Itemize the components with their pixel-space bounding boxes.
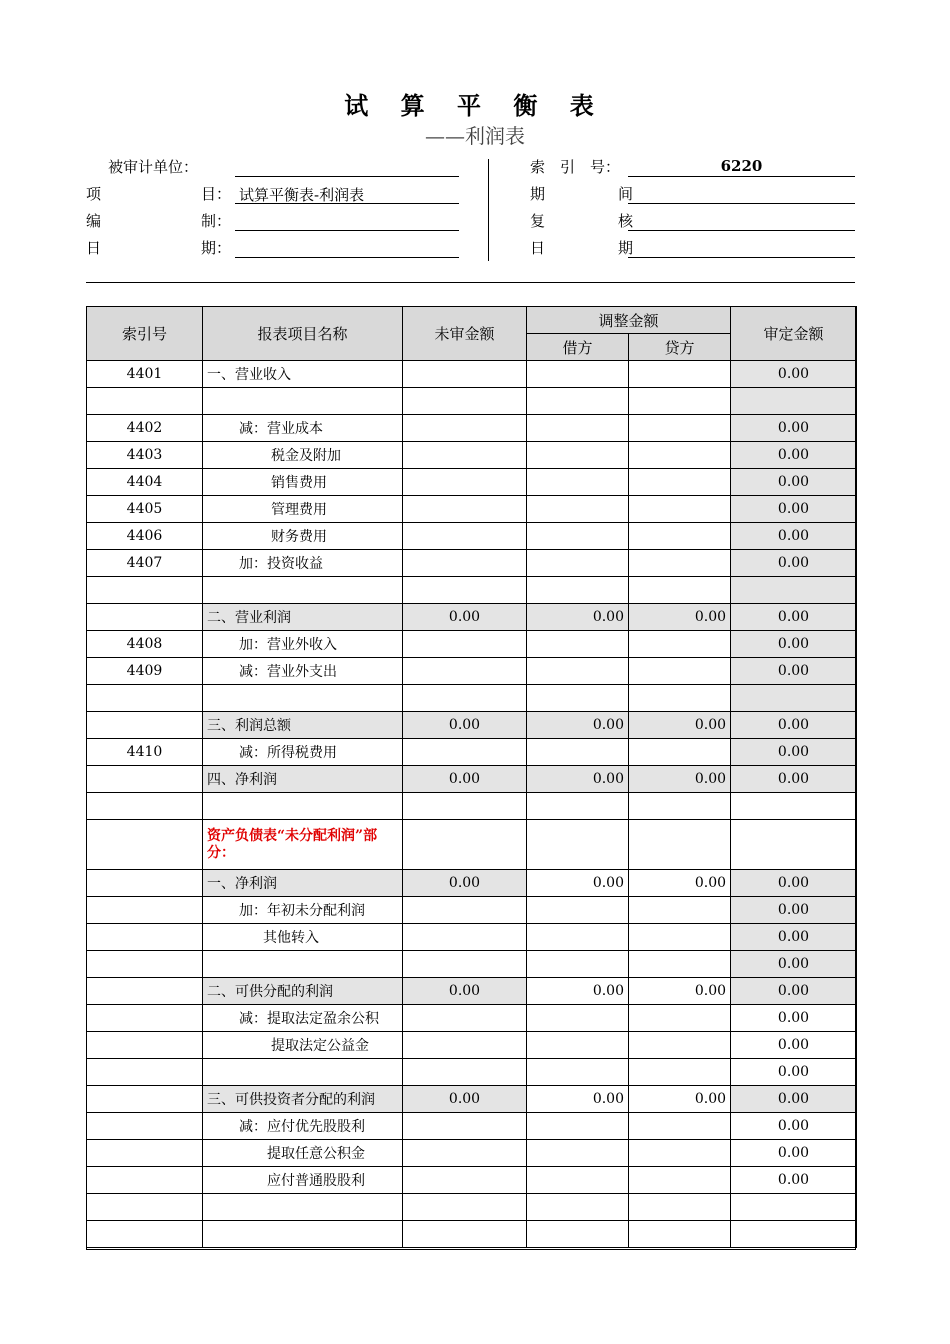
cell-audited[interactable]: [731, 820, 857, 870]
review-label-a: 复: [530, 212, 546, 230]
cell-unaudited[interactable]: [403, 897, 527, 924]
cell-unaudited[interactable]: [403, 361, 527, 388]
cell-item-name[interactable]: 二、营业利润: [203, 604, 403, 631]
table-row: [87, 658, 857, 685]
cell-item-name[interactable]: 其他转入: [203, 924, 403, 951]
cell-index[interactable]: [87, 978, 203, 1005]
cell-index[interactable]: [87, 897, 203, 924]
cell-audited[interactable]: [731, 1221, 857, 1248]
table-row: [87, 388, 857, 415]
cell-debit[interactable]: [527, 924, 629, 951]
cell-audited[interactable]: [731, 793, 857, 820]
cell-unaudited[interactable]: 0.00: [403, 604, 527, 631]
cell-item-name[interactable]: 减：所得税费用: [203, 739, 403, 766]
cell-index[interactable]: [87, 951, 203, 978]
cell-unaudited[interactable]: [403, 523, 527, 550]
cell-audited[interactable]: 0.00: [731, 739, 857, 766]
cell-audited[interactable]: 0.00: [731, 924, 857, 951]
prepared-label-a: 编: [86, 212, 102, 230]
cell-debit[interactable]: [527, 388, 629, 415]
cell-audited[interactable]: 0.00: [731, 550, 857, 577]
cell-index[interactable]: [87, 685, 203, 712]
table-row: [87, 766, 857, 793]
cell-credit[interactable]: [629, 1059, 731, 1086]
cell-debit[interactable]: [527, 793, 629, 820]
cell-credit[interactable]: [629, 496, 731, 523]
cell-index[interactable]: [87, 1059, 203, 1086]
trial-balance-table: [86, 306, 857, 1248]
cell-unaudited[interactable]: [403, 1194, 527, 1221]
cell-audited[interactable]: 0.00: [731, 496, 857, 523]
cell-audited[interactable]: 0.00: [731, 1113, 857, 1140]
cell-audited[interactable]: 0.00: [731, 951, 857, 978]
cell-credit[interactable]: 0.00: [629, 1086, 731, 1113]
cell-unaudited[interactable]: [403, 1059, 527, 1086]
date-label-a: 日: [86, 239, 102, 257]
cell-debit[interactable]: [527, 685, 629, 712]
cell-unaudited[interactable]: [403, 1140, 527, 1167]
index-label: 索 引 号：: [530, 158, 621, 176]
cell-index[interactable]: 4407: [87, 550, 203, 577]
table-row: [87, 924, 857, 951]
cell-debit[interactable]: [527, 523, 629, 550]
date2-label-a: 日: [530, 239, 546, 257]
cell-index[interactable]: [87, 577, 203, 604]
date-label-b: 期：: [201, 239, 232, 257]
cell-credit[interactable]: [629, 550, 731, 577]
cell-item-name[interactable]: 三、可供投资者分配的利润: [203, 1086, 403, 1113]
cell-debit[interactable]: [527, 1032, 629, 1059]
cell-credit[interactable]: [629, 361, 731, 388]
cell-unaudited[interactable]: 0.00: [403, 766, 527, 793]
index-field[interactable]: 6220: [628, 157, 855, 177]
cell-audited[interactable]: 0.00: [731, 897, 857, 924]
cell-item-name[interactable]: [203, 951, 403, 978]
col-header-audited: 审定金额: [731, 307, 857, 361]
cell-debit[interactable]: 0.00: [527, 1086, 629, 1113]
table-row: [87, 793, 857, 820]
date2-field[interactable]: [628, 238, 855, 258]
cell-index[interactable]: [87, 820, 203, 870]
cell-audited[interactable]: 0.00: [731, 1167, 857, 1194]
cell-unaudited[interactable]: [403, 631, 527, 658]
cell-debit[interactable]: [527, 658, 629, 685]
cell-item-name[interactable]: 财务费用: [203, 523, 403, 550]
table-row: [87, 820, 857, 870]
cell-item-name[interactable]: 四、净利润: [203, 766, 403, 793]
cell-item-name[interactable]: 加：营业外收入: [203, 631, 403, 658]
cell-item-name[interactable]: 销售费用: [203, 469, 403, 496]
cell-unaudited[interactable]: [403, 388, 527, 415]
cell-credit[interactable]: [629, 1194, 731, 1221]
review-field[interactable]: [628, 211, 855, 231]
page-title: 试 算 平 衡 表: [344, 91, 606, 120]
table-row: [87, 1032, 857, 1059]
cell-item-name[interactable]: 一、净利润: [203, 870, 403, 897]
cell-index[interactable]: [87, 1167, 203, 1194]
cell-credit[interactable]: [629, 631, 731, 658]
table-row: [87, 1086, 857, 1113]
cell-unaudited[interactable]: [403, 577, 527, 604]
cell-unaudited[interactable]: [403, 1032, 527, 1059]
table-row: [87, 1194, 857, 1221]
cell-item-name[interactable]: 减：提取法定盈余公积: [203, 1005, 403, 1032]
cell-item-name[interactable]: [203, 388, 403, 415]
cell-debit[interactable]: [527, 1194, 629, 1221]
cell-item-name[interactable]: [203, 685, 403, 712]
cell-audited[interactable]: 0.00: [731, 523, 857, 550]
cell-debit[interactable]: [527, 1059, 629, 1086]
cell-audited[interactable]: 0.00: [731, 361, 857, 388]
cell-unaudited[interactable]: 0.00: [403, 712, 527, 739]
cell-unaudited[interactable]: 0.00: [403, 978, 527, 1005]
cell-index[interactable]: [87, 388, 203, 415]
cell-index[interactable]: [87, 1086, 203, 1113]
item-field[interactable]: 试算平衡表-利润表: [235, 184, 459, 204]
table-row: [87, 631, 857, 658]
table-row: [87, 523, 857, 550]
cell-index[interactable]: 4408: [87, 631, 203, 658]
cell-index[interactable]: 4403: [87, 442, 203, 469]
cell-item-name[interactable]: 减：应付优先股股利: [203, 1113, 403, 1140]
cell-debit[interactable]: [527, 631, 629, 658]
cell-debit[interactable]: 0.00: [527, 978, 629, 1005]
cell-index[interactable]: [87, 712, 203, 739]
table-row: [87, 951, 857, 978]
cell-debit[interactable]: [527, 1113, 629, 1140]
cell-credit[interactable]: [629, 1167, 731, 1194]
cell-index[interactable]: [87, 766, 203, 793]
cell-debit[interactable]: 0.00: [527, 604, 629, 631]
cell-debit[interactable]: [527, 415, 629, 442]
cell-index[interactable]: [87, 604, 203, 631]
cell-credit[interactable]: 0.00: [629, 712, 731, 739]
date-field[interactable]: [235, 238, 459, 258]
cell-index[interactable]: [87, 1194, 203, 1221]
cell-credit[interactable]: 0.00: [629, 766, 731, 793]
cell-index[interactable]: 4405: [87, 496, 203, 523]
item-label-a: 项: [86, 185, 102, 203]
cell-item-name[interactable]: [203, 1221, 403, 1248]
cell-unaudited[interactable]: [403, 793, 527, 820]
cell-audited[interactable]: [731, 1194, 857, 1221]
cell-audited[interactable]: 0.00: [731, 1086, 857, 1113]
cell-unaudited[interactable]: [403, 924, 527, 951]
table-row: [87, 1221, 857, 1248]
cell-index[interactable]: [87, 1113, 203, 1140]
cell-audited[interactable]: 0.00: [731, 415, 857, 442]
cell-credit[interactable]: [629, 388, 731, 415]
cell-index[interactable]: [87, 924, 203, 951]
period-label-a: 期: [530, 185, 546, 203]
table-row: [87, 577, 857, 604]
cell-debit[interactable]: 0.00: [527, 870, 629, 897]
cell-credit[interactable]: 0.00: [629, 604, 731, 631]
table-row: [87, 978, 857, 1005]
page-subtitle: ——利润表: [425, 124, 525, 148]
date2-label-b: 期: [618, 239, 634, 257]
cell-credit[interactable]: [629, 658, 731, 685]
cell-item-name[interactable]: 提取法定公益金: [203, 1032, 403, 1059]
cell-credit[interactable]: [629, 1140, 731, 1167]
cell-unaudited[interactable]: [403, 415, 527, 442]
cell-debit[interactable]: [527, 496, 629, 523]
cell-index[interactable]: [87, 870, 203, 897]
cell-item-name[interactable]: [203, 577, 403, 604]
cell-item-name[interactable]: 加：投资收益: [203, 550, 403, 577]
cell-item-name[interactable]: 管理费用: [203, 496, 403, 523]
cell-credit[interactable]: [629, 739, 731, 766]
table-row: [87, 604, 857, 631]
table-row: [87, 415, 857, 442]
cell-credit[interactable]: [629, 577, 731, 604]
cell-debit[interactable]: [527, 739, 629, 766]
cell-audited[interactable]: 0.00: [731, 658, 857, 685]
cell-audited[interactable]: [731, 577, 857, 604]
cell-item-name[interactable]: 三、利润总额: [203, 712, 403, 739]
cell-debit[interactable]: [527, 469, 629, 496]
cell-credit[interactable]: [629, 1032, 731, 1059]
table-row: [87, 1059, 857, 1086]
header-divider: [488, 159, 489, 261]
cell-unaudited[interactable]: [403, 1113, 527, 1140]
table-row: [87, 1140, 857, 1167]
col-header-index: 索引号: [87, 307, 203, 361]
cell-unaudited[interactable]: [403, 550, 527, 577]
cell-index[interactable]: [87, 1032, 203, 1059]
cell-debit[interactable]: [527, 897, 629, 924]
cell-item-name[interactable]: 提取任意公积金: [203, 1140, 403, 1167]
period-field[interactable]: [628, 184, 855, 204]
section-heading: 资产负债表“未分配利润”部分：: [207, 827, 378, 861]
cell-index[interactable]: 4410: [87, 739, 203, 766]
cell-debit[interactable]: [527, 951, 629, 978]
cell-item-name[interactable]: [203, 1194, 403, 1221]
cell-audited[interactable]: 0.00: [731, 712, 857, 739]
cell-audited[interactable]: 0.00: [731, 442, 857, 469]
cell-item-name[interactable]: 减：营业成本: [203, 415, 403, 442]
table-row: [87, 496, 857, 523]
col-header-item: 报表项目名称: [203, 307, 403, 361]
cell-index[interactable]: 4409: [87, 658, 203, 685]
cell-debit[interactable]: [527, 361, 629, 388]
cell-item-name[interactable]: 加：年初未分配利润: [203, 897, 403, 924]
item-label-b: 目：: [201, 185, 232, 203]
cell-audited[interactable]: 0.00: [731, 1005, 857, 1032]
prepared-field[interactable]: [235, 211, 459, 231]
table-row: [87, 469, 857, 496]
cell-item-name[interactable]: [203, 1059, 403, 1086]
cell-index[interactable]: 4406: [87, 523, 203, 550]
cell-audited[interactable]: 0.00: [731, 1032, 857, 1059]
cell-index[interactable]: [87, 793, 203, 820]
prepared-label-b: 制：: [201, 212, 232, 230]
cell-debit[interactable]: [527, 1167, 629, 1194]
col-header-credit: 贷方: [629, 334, 731, 361]
cell-audited[interactable]: 0.00: [731, 469, 857, 496]
cell-audited[interactable]: [731, 685, 857, 712]
cell-credit[interactable]: [629, 1005, 731, 1032]
cell-unaudited[interactable]: 0.00: [403, 870, 527, 897]
cell-unaudited[interactable]: [403, 496, 527, 523]
cell-credit[interactable]: 0.00: [629, 870, 731, 897]
cell-unaudited[interactable]: [403, 658, 527, 685]
cell-unaudited[interactable]: [403, 1005, 527, 1032]
cell-item-name[interactable]: [203, 820, 403, 870]
cell-credit[interactable]: [629, 523, 731, 550]
period-label-b: 间: [618, 185, 634, 203]
cell-credit[interactable]: [629, 415, 731, 442]
cell-item-name[interactable]: [203, 793, 403, 820]
table-row: [87, 442, 857, 469]
unit-label: 被审计单位：: [108, 158, 199, 176]
cell-credit[interactable]: [629, 820, 731, 870]
table-row: [87, 685, 857, 712]
cell-credit[interactable]: [629, 897, 731, 924]
table-row: [87, 870, 857, 897]
table-body: [87, 361, 857, 1248]
cell-unaudited[interactable]: [403, 820, 527, 870]
cell-item-name[interactable]: 应付普通股股利: [203, 1167, 403, 1194]
cell-credit[interactable]: [629, 469, 731, 496]
cell-unaudited[interactable]: [403, 951, 527, 978]
table-row: [87, 361, 857, 388]
cell-debit[interactable]: 0.00: [527, 712, 629, 739]
cell-item-name[interactable]: 二、可供分配的利润: [203, 978, 403, 1005]
cell-index[interactable]: 4402: [87, 415, 203, 442]
header-bottom-rule: [86, 282, 855, 283]
cell-credit[interactable]: [629, 924, 731, 951]
col-header-unaudited: 未审金额: [403, 307, 527, 361]
cell-debit[interactable]: [527, 577, 629, 604]
cell-index[interactable]: 4404: [87, 469, 203, 496]
cell-item-name[interactable]: 一、营业收入: [203, 361, 403, 388]
table-row: [87, 550, 857, 577]
cell-debit[interactable]: [527, 1221, 629, 1248]
cell-unaudited[interactable]: [403, 739, 527, 766]
cell-unaudited[interactable]: [403, 442, 527, 469]
table-row: [87, 897, 857, 924]
cell-credit[interactable]: [629, 951, 731, 978]
cell-unaudited[interactable]: [403, 469, 527, 496]
table-row: [87, 1167, 857, 1194]
cell-credit[interactable]: [629, 685, 731, 712]
table-row: [87, 1005, 857, 1032]
cell-audited[interactable]: 0.00: [731, 1059, 857, 1086]
cell-audited[interactable]: 0.00: [731, 604, 857, 631]
cell-unaudited[interactable]: [403, 1167, 527, 1194]
cell-credit[interactable]: [629, 442, 731, 469]
cell-index[interactable]: [87, 1005, 203, 1032]
table-row: [87, 1113, 857, 1140]
cell-audited[interactable]: 0.00: [731, 870, 857, 897]
col-header-adjust: 调整金额: [527, 307, 731, 334]
cell-item-name[interactable]: 减：营业外支出: [203, 658, 403, 685]
cell-credit[interactable]: [629, 1113, 731, 1140]
cell-unaudited[interactable]: 0.00: [403, 1086, 527, 1113]
cell-audited[interactable]: 0.00: [731, 1140, 857, 1167]
review-label-b: 核: [618, 212, 634, 230]
cell-debit[interactable]: 0.00: [527, 766, 629, 793]
cell-debit[interactable]: [527, 550, 629, 577]
cell-audited[interactable]: 0.00: [731, 631, 857, 658]
cell-index[interactable]: [87, 1221, 203, 1248]
cell-audited[interactable]: 0.00: [731, 766, 857, 793]
cell-audited[interactable]: [731, 388, 857, 415]
cell-unaudited[interactable]: [403, 685, 527, 712]
unit-field[interactable]: [235, 157, 459, 177]
cell-item-name[interactable]: 税金及附加: [203, 442, 403, 469]
table-row: [87, 739, 857, 766]
cell-index[interactable]: [87, 1140, 203, 1167]
cell-credit[interactable]: [629, 793, 731, 820]
cell-audited[interactable]: 0.00: [731, 978, 857, 1005]
cell-unaudited[interactable]: [403, 1221, 527, 1248]
col-header-debit: 借方: [527, 334, 629, 361]
cell-debit[interactable]: [527, 1140, 629, 1167]
cell-debit[interactable]: [527, 820, 629, 870]
cell-debit[interactable]: [527, 442, 629, 469]
cell-credit[interactable]: 0.00: [629, 978, 731, 1005]
cell-credit[interactable]: [629, 1221, 731, 1248]
cell-debit[interactable]: [527, 1005, 629, 1032]
table-row: [87, 712, 857, 739]
cell-index[interactable]: 4401: [87, 361, 203, 388]
